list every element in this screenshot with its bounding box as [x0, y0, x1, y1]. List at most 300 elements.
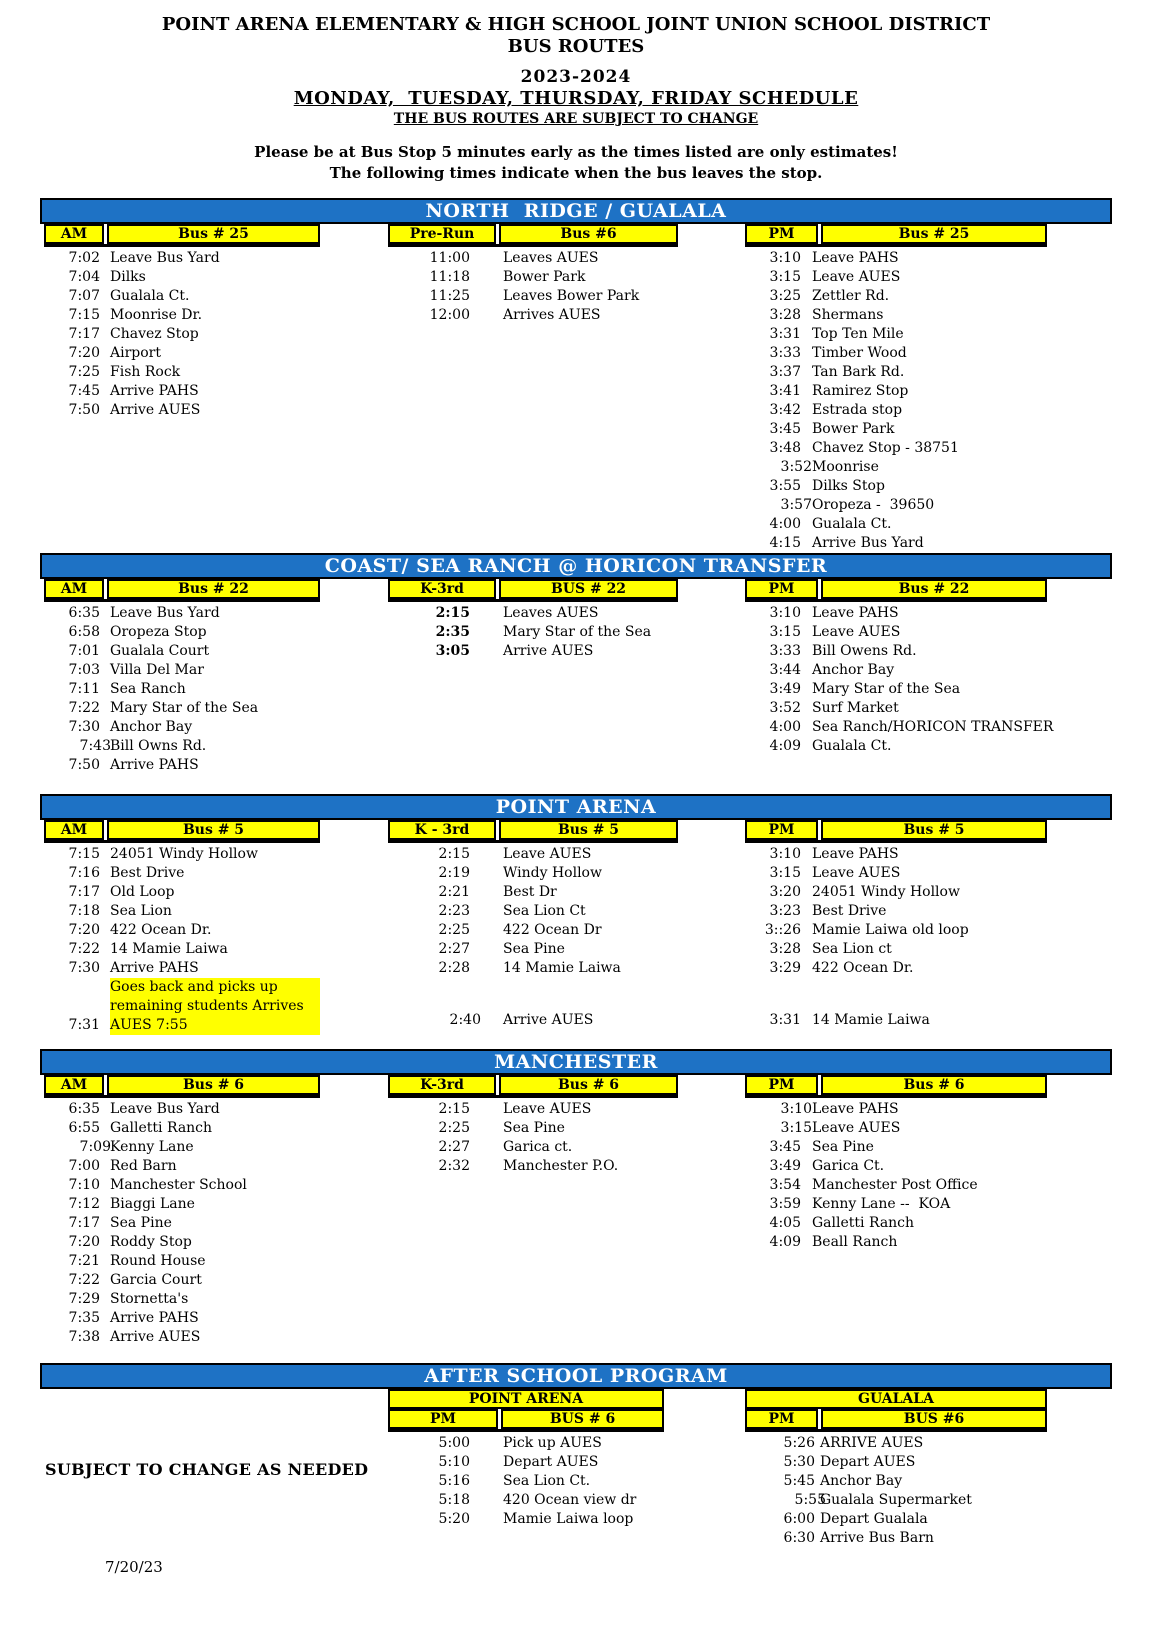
- schedule-row: [44, 1328, 320, 1347]
- stop-time: 3:15: [769, 269, 801, 285]
- stop-time: 4:09: [769, 738, 801, 754]
- stop-name: Leaves Bower Park: [503, 288, 640, 304]
- route-section: [40, 1049, 1112, 1347]
- bus-header-cell: Bus # 5: [499, 820, 678, 840]
- bus-header-cell: Bus # 6: [821, 1075, 1047, 1095]
- stop-name: Moonrise: [812, 459, 879, 475]
- bus-header-cell: BUS #6: [821, 1409, 1047, 1429]
- stop-time: 7:15: [68, 307, 100, 323]
- stop-time: 7:00: [68, 1158, 100, 1174]
- stop-name: Gualala Court: [110, 643, 210, 659]
- stop-name: Villa Del Mar: [110, 662, 204, 678]
- schedule-rows: [388, 1434, 678, 1529]
- stop-time: 3:41: [769, 383, 801, 399]
- bus-header-cell: Bus # 6: [499, 1075, 678, 1095]
- schedule-rows: [745, 1100, 1047, 1252]
- stop-time: 2:27: [438, 941, 470, 957]
- stop-time: 2:23: [438, 903, 470, 919]
- schedule-row: [44, 604, 320, 623]
- stop-time: 5:18: [438, 1492, 470, 1508]
- after-school-section: [40, 1363, 1112, 1548]
- schedule-row: [44, 902, 320, 921]
- stop-time: 7:10: [68, 1177, 100, 1193]
- stop-time: 6:35: [68, 605, 100, 621]
- stop-time: 7:29: [68, 1291, 100, 1307]
- stop-name: Biaggi Lane: [110, 1196, 195, 1212]
- stop-name: Arrive AUES: [110, 402, 201, 418]
- schedule-row: [388, 287, 678, 306]
- schedule-rows: [44, 1100, 320, 1347]
- stop-name: Mary Star of the Sea: [110, 700, 259, 716]
- schedule-row: [44, 718, 320, 737]
- stop-name: Leave PAHS: [812, 250, 899, 266]
- schedule-rows: [44, 845, 320, 1035]
- schedule-row: [745, 1100, 1047, 1119]
- column-header: [44, 820, 320, 843]
- schedule-row: [745, 604, 1047, 623]
- schedule-row: [388, 268, 678, 287]
- stop-name: Arrive Bus Yard: [812, 535, 924, 551]
- bus-header-cell: Bus #6: [499, 224, 678, 244]
- stop-name: Arrives AUES: [503, 307, 601, 323]
- stop-name: 14 Mamie Laiwa: [110, 941, 228, 957]
- schedule-row: [745, 458, 1047, 477]
- schedule-column: [44, 579, 320, 775]
- stop-name: Mamie Laiwa old loop: [812, 922, 969, 938]
- schedule-row: [44, 623, 320, 642]
- stop-time: 2:27: [438, 1139, 470, 1155]
- stop-name: Bower Park: [503, 269, 586, 285]
- schedule-row: [388, 1472, 678, 1491]
- stop-time: 3:52: [769, 700, 801, 716]
- stop-time: 7:17: [68, 326, 100, 342]
- stop-time: 6:55: [68, 1120, 100, 1136]
- period-header-cell: PM: [745, 1409, 818, 1429]
- stop-name: Arrive AUES: [503, 1012, 594, 1028]
- schedule-row: [44, 1138, 320, 1157]
- stop-time: 7:20: [68, 922, 100, 938]
- schedule-row: [44, 1100, 320, 1119]
- column-header: [745, 1409, 1047, 1432]
- schedule-row: [745, 534, 1047, 553]
- bus-header-cell: Bus # 6: [107, 1075, 320, 1095]
- schedule-row: [44, 1309, 320, 1328]
- period-header-cell: AM: [44, 224, 104, 244]
- stop-name: Gualala Ct.: [812, 516, 892, 532]
- schedule-row: [388, 1138, 678, 1157]
- stop-time: 3:25: [769, 288, 801, 304]
- schedule-row: [44, 1195, 320, 1214]
- section-banner: COAST/ SEA RANCH @ HORICON TRANSFER: [40, 553, 1112, 579]
- section-columns: [40, 579, 1112, 775]
- stop-name: Leave AUES: [503, 846, 592, 862]
- stop-time: 2:15: [438, 846, 470, 862]
- schedule-column: [745, 820, 1047, 1030]
- section-banner: NORTH RIDGE / GUALALA: [40, 198, 1112, 224]
- stop-time: 2:40: [449, 1012, 481, 1028]
- schedule-row: [44, 325, 320, 344]
- stop-time: 3:45: [769, 421, 801, 437]
- schedule-row: [745, 439, 1047, 458]
- stop-name: Bill Owens Rd.: [812, 643, 917, 659]
- stop-name: Pick up AUES: [503, 1435, 602, 1451]
- stop-time: 7:12: [68, 1196, 100, 1212]
- stop-name: Leave PAHS: [812, 846, 899, 862]
- schedule-column: [745, 224, 1047, 553]
- schedule-row: [745, 363, 1047, 382]
- stop-time: 6:30: [783, 1530, 815, 1546]
- stop-name: Surf Market: [812, 700, 899, 716]
- schedule-column: [388, 579, 678, 661]
- schedule-row: [44, 306, 320, 325]
- stop-name: Anchor Bay: [812, 662, 895, 678]
- stop-name: Timber Wood: [812, 345, 907, 361]
- schedule-row: [745, 268, 1047, 287]
- schedule-row: [388, 604, 678, 623]
- route-section: [40, 198, 1112, 553]
- stop-name: Ramirez Stop: [812, 383, 909, 399]
- stop-name: Leaves AUES: [503, 250, 599, 266]
- note-row: [44, 978, 320, 997]
- stop-name: Red Barn: [110, 1158, 177, 1174]
- schedule-row: [745, 515, 1047, 534]
- schedule-row: [388, 921, 678, 940]
- stop-name: Sea Lion: [110, 903, 172, 919]
- schedule-rows: [388, 604, 678, 661]
- schedule-row: [745, 737, 1047, 756]
- stop-time: 7:35: [68, 1310, 100, 1326]
- stop-name: Arrive AUES: [110, 1329, 201, 1345]
- stop-time: 5:20: [438, 1511, 470, 1527]
- stop-time: 6:58: [68, 624, 100, 640]
- schedule-row: [745, 306, 1047, 325]
- schedule-row: [44, 845, 320, 864]
- stop-time: 3:05: [435, 643, 470, 659]
- stop-time: 7:22: [68, 941, 100, 957]
- stop-time: 6:35: [68, 1101, 100, 1117]
- schedule-row: [388, 249, 678, 268]
- schedule-row: [44, 699, 320, 718]
- stop-time: 7:45: [68, 383, 100, 399]
- stop-time: 7:22: [68, 700, 100, 716]
- schedule-column: [745, 579, 1054, 756]
- schedule-row: [745, 718, 1054, 737]
- stop-time: 7:17: [68, 884, 100, 900]
- schedule-row: [745, 1195, 1047, 1214]
- schedule-row: [44, 959, 320, 978]
- stop-name: Dilks Stop: [812, 478, 885, 494]
- location-header-cell: GUALALA: [745, 1389, 1047, 1409]
- stop-time: 3:44: [769, 662, 801, 678]
- schedule-row: [745, 325, 1047, 344]
- stop-time: 7:20: [68, 345, 100, 361]
- stop-name: Beall Ranch: [812, 1234, 898, 1250]
- column-header: [388, 1075, 678, 1098]
- schedule-row: [388, 845, 678, 864]
- stop-name: Anchor Bay: [820, 1473, 903, 1489]
- stop-name: 14 Mamie Laiwa: [503, 960, 621, 976]
- schedule-row: [745, 661, 1047, 680]
- stop-name: Leave AUES: [812, 624, 901, 640]
- stop-time: 5:10: [438, 1454, 470, 1470]
- stop-name: Leave AUES: [503, 1101, 592, 1117]
- schedule-row: [745, 1138, 1047, 1157]
- section-columns: [40, 1075, 1112, 1347]
- stop-time: 3:10: [769, 250, 801, 266]
- column-header: [44, 224, 320, 247]
- stop-name: 422 Ocean Dr.: [812, 960, 914, 976]
- schedule-row: [44, 1233, 320, 1252]
- stop-name: Top Ten Mile: [812, 326, 904, 342]
- period-header-cell: K - 3rd: [388, 820, 496, 840]
- schedule-row: [44, 1157, 320, 1176]
- schedule-row: [745, 344, 1047, 363]
- stop-name: Leave AUES: [812, 269, 901, 285]
- schedule-row: [44, 1176, 320, 1195]
- schedule-column: [745, 1075, 1047, 1252]
- stop-time: 3:29: [769, 960, 801, 976]
- schedule-row: [745, 959, 1047, 978]
- stop-time: 3:20: [769, 884, 801, 900]
- schedule-row: [745, 401, 1047, 420]
- schedule-row: [745, 845, 1047, 864]
- stop-name: Oropeza - 39650: [812, 497, 935, 513]
- bus-header-cell: Bus # 22: [107, 579, 320, 599]
- stop-name: Fish Rock: [110, 364, 181, 380]
- column-header: [745, 1075, 1047, 1098]
- stop-time: 7:30: [68, 960, 100, 976]
- stop-name: 14 Mamie Laiwa: [812, 1012, 930, 1028]
- period-header-cell: PM: [388, 1409, 498, 1429]
- column-header: [388, 224, 678, 247]
- stop-name: Oropeza Stop: [110, 624, 207, 640]
- stop-time: 7:43: [79, 738, 111, 754]
- stop-name: Best Dr: [503, 884, 557, 900]
- stop-time: 6:00: [783, 1511, 815, 1527]
- schedule-row: [388, 959, 678, 978]
- schedule-row: [44, 363, 320, 382]
- schedule-row: [745, 477, 1047, 496]
- period-header-cell: K-3rd: [388, 1075, 496, 1095]
- stop-time: 7:04: [68, 269, 100, 285]
- schedule-row: [745, 680, 1047, 699]
- stop-time: 5:16: [438, 1473, 470, 1489]
- schedule-row: [44, 1214, 320, 1233]
- stop-name: Sea Pine: [503, 941, 565, 957]
- stop-time: 4:15: [769, 535, 801, 551]
- stop-time: 7:11: [68, 681, 100, 697]
- schedule-row: [745, 623, 1047, 642]
- schedule-row: [44, 883, 320, 902]
- stop-time: 3:48: [769, 440, 801, 456]
- stop-name: 422 Ocean Dr.: [110, 922, 212, 938]
- stop-time: 2:32: [438, 1158, 470, 1174]
- stop-time: 3:49: [769, 1158, 801, 1174]
- column-header: [745, 224, 1047, 247]
- stop-time: 2:28: [438, 960, 470, 976]
- stop-time: 3:54: [769, 1177, 801, 1193]
- stop-name: Estrada stop: [812, 402, 903, 418]
- subject-to-change-note: THE BUS ROUTES ARE SUBJECT TO CHANGE: [393, 111, 759, 127]
- stop-time: 7:17: [68, 1215, 100, 1231]
- stop-name: Best Drive: [110, 865, 185, 881]
- schedule-row: [388, 1100, 678, 1119]
- stop-name: Manchester School: [110, 1177, 247, 1193]
- stop-time: 3:23: [769, 903, 801, 919]
- schedule-row: [388, 902, 678, 921]
- stop-time: 4:05: [769, 1215, 801, 1231]
- stop-time: 3:15: [769, 624, 801, 640]
- schedule-row: [388, 1011, 678, 1030]
- stop-time: 7:18: [68, 903, 100, 919]
- schedule-rows: [388, 1100, 678, 1176]
- schedule-row: [44, 1016, 320, 1035]
- schedule-row: [44, 661, 320, 680]
- stop-name: Leave AUES: [812, 865, 901, 881]
- schedule-row: [388, 623, 678, 642]
- after-school-columns: [40, 1389, 1112, 1548]
- stop-name: Arrive PAHS: [110, 1310, 199, 1326]
- stop-time: 3:28: [769, 307, 801, 323]
- stop-time: 7:16: [68, 865, 100, 881]
- schedule-row: [388, 883, 678, 902]
- bus-header-cell: Bus # 25: [107, 224, 320, 244]
- schedule-rows: [745, 249, 1047, 553]
- stop-time: 4:09: [769, 1234, 801, 1250]
- stop-name: 24051 Windy Hollow: [812, 884, 960, 900]
- stop-time: 2:25: [438, 922, 470, 938]
- notice-line-2: The following times indicate when the bus leaves the stop.: [329, 164, 823, 182]
- section-columns: [40, 820, 1112, 1035]
- schedule-row: [44, 382, 320, 401]
- note-row: [44, 997, 320, 1016]
- schedule-column: [388, 224, 678, 325]
- schedule-rows: [44, 249, 320, 420]
- stop-time: 3:28: [769, 941, 801, 957]
- schedule-row: [745, 1434, 1047, 1453]
- stop-time: 3:59: [769, 1196, 801, 1212]
- stop-name: Gualala Ct.: [812, 738, 892, 754]
- stop-time: 2:15: [438, 1101, 470, 1117]
- schedule-rows: [388, 249, 678, 325]
- bus-header-cell: BUS # 22: [499, 579, 678, 599]
- schedule-row: [388, 864, 678, 883]
- period-header-cell: K-3rd: [388, 579, 496, 599]
- schedule-row: [388, 1510, 678, 1529]
- schedule-row: [388, 642, 678, 661]
- stop-name: Gualala Supermarket: [820, 1492, 972, 1508]
- stop-time: [44, 978, 100, 997]
- schedule-rows: [388, 845, 678, 1030]
- schedule-row: [745, 699, 1047, 718]
- section-banner: MANCHESTER: [40, 1049, 1112, 1075]
- column-header: [44, 579, 320, 602]
- schedule-row: [745, 420, 1047, 439]
- stop-name: Chavez Stop: [110, 326, 199, 342]
- bus-header-cell: BUS # 6: [501, 1409, 664, 1429]
- stop-name: Arrive AUES: [503, 643, 594, 659]
- stop-time: 3:49: [769, 681, 801, 697]
- stop-name: Sea Ranch/HORICON TRANSFER: [812, 719, 1054, 735]
- stop-time: 3:10: [780, 1101, 812, 1117]
- highlight-note: Goes back and picks up: [110, 978, 320, 997]
- stop-time: 7:50: [68, 757, 100, 773]
- stop-time: 2:21: [438, 884, 470, 900]
- schedule-row: [44, 1271, 320, 1290]
- stop-time: 4:00: [769, 719, 801, 735]
- stop-time: 7:01: [68, 643, 100, 659]
- period-header-cell: PM: [745, 1075, 818, 1095]
- column-header: [388, 1409, 664, 1432]
- stop-time: 3:45: [769, 1139, 801, 1155]
- period-header-cell: AM: [44, 820, 104, 840]
- notice-line-1: Please be at Bus Stop 5 minutes early as the times listed are only estimates!: [254, 143, 898, 161]
- schedule-row: [745, 902, 1047, 921]
- stop-time: 3:42: [769, 402, 801, 418]
- stop-name: Sea Lion Ct: [503, 903, 586, 919]
- schedule-row: [745, 382, 1047, 401]
- section-banner: POINT ARENA: [40, 794, 1112, 820]
- route-section: [40, 553, 1112, 775]
- stop-name: Manchester P.O.: [503, 1158, 619, 1174]
- stop-name: ARRIVE AUES: [820, 1435, 924, 1451]
- schedule-row: [44, 737, 320, 756]
- schedule-row: [745, 1453, 1047, 1472]
- stop-name: Leave Bus Yard: [110, 1101, 220, 1117]
- stop-name: Sea Lion ct: [812, 941, 892, 957]
- period-header-cell: PM: [745, 579, 818, 599]
- stop-name: Arrive PAHS: [110, 757, 199, 773]
- stop-name: Arrive Bus Barn: [820, 1530, 934, 1546]
- stop-name: Shermans: [812, 307, 884, 323]
- schedule-row: [745, 921, 1047, 940]
- stop-name: Arrive PAHS: [110, 383, 199, 399]
- rider-notice: [40, 142, 1112, 184]
- stop-time: 11:18: [429, 269, 470, 285]
- stop-name: Mary Star of the Sea: [503, 624, 652, 640]
- schedule-row: [44, 756, 320, 775]
- schedule-row: [44, 642, 320, 661]
- schedule-row: [745, 1510, 1047, 1529]
- schedule-row: [745, 1011, 1047, 1030]
- stop-name: Leave PAHS: [812, 1101, 899, 1117]
- after-school-group: [745, 1389, 1047, 1548]
- footer-date: 7/20/23: [105, 1558, 163, 1576]
- stop-name: Bill Owns Rd.: [110, 738, 207, 754]
- stop-name: Arrive PAHS: [110, 960, 199, 976]
- stop-time: 3:57: [780, 497, 812, 513]
- schedule-row: [44, 680, 320, 699]
- schedule-row: [745, 1529, 1047, 1548]
- stop-name: Leaves AUES: [503, 605, 599, 621]
- schedule-row: [745, 1176, 1047, 1195]
- stop-name: Mamie Laiwa loop: [503, 1511, 634, 1527]
- stop-time: 3:15: [769, 865, 801, 881]
- section-banner: AFTER SCHOOL PROGRAM: [40, 1363, 1112, 1389]
- stop-time: 7:50: [68, 402, 100, 418]
- stop-name: Stornetta's: [110, 1291, 189, 1307]
- stop-time: 12:00: [429, 307, 470, 323]
- stop-time: 2:15: [435, 605, 470, 621]
- schedule-rows: [745, 604, 1054, 756]
- title-block: [40, 14, 1112, 128]
- stop-time: 3:33: [769, 345, 801, 361]
- stop-name: Zettler Rd.: [812, 288, 890, 304]
- stop-name: Depart AUES: [820, 1454, 916, 1470]
- stop-name: 24051 Windy Hollow: [110, 846, 258, 862]
- stop-time: 3:37: [769, 364, 801, 380]
- stop-time: 7:07: [68, 288, 100, 304]
